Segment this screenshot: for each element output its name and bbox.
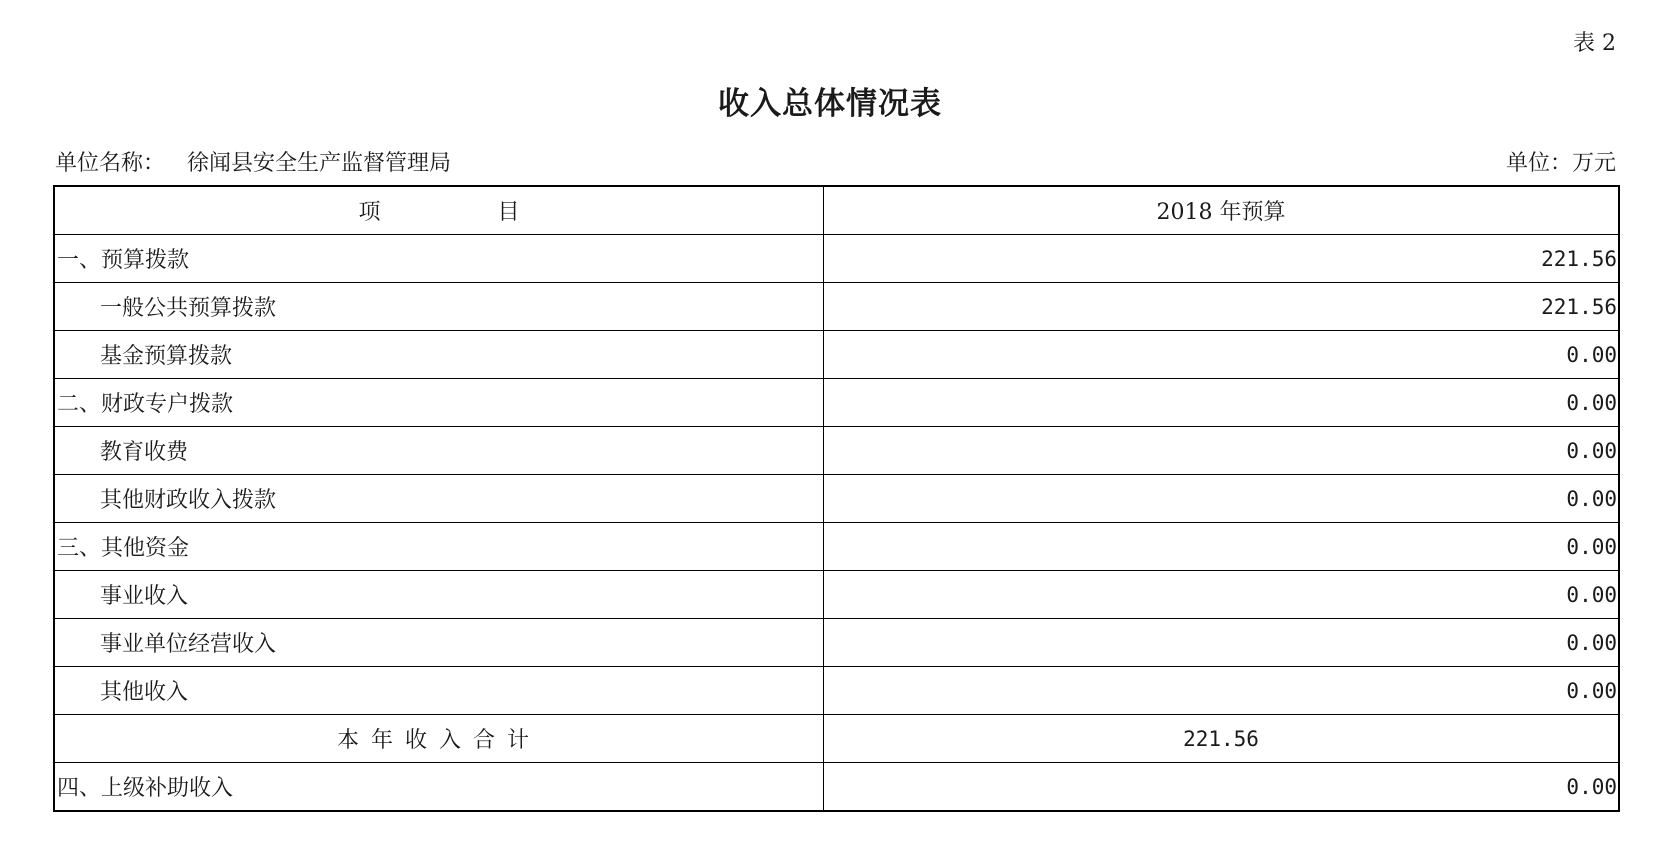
table-row [54,331,1619,379]
row-label: 二、财政专户拨款 [54,379,824,427]
meta-row [55,146,1616,177]
row-amount: 0.00 [824,427,1620,475]
table-row [54,235,1619,283]
row-amount: 221.56 [824,235,1620,283]
row-label: 事业单位经营收入 [54,619,824,667]
table-row [54,619,1619,667]
row-label: 三、其他资金 [54,523,824,571]
table-header-row [54,186,1619,235]
row-label: 一、预算拨款 [54,235,824,283]
table-row [54,667,1619,715]
total-row [54,715,1619,763]
row-amount: 0.00 [824,667,1620,715]
table-row [54,379,1619,427]
row-label: 其他收入 [54,667,824,715]
row-label: 事业收入 [54,571,824,619]
table-row [54,571,1619,619]
row-label: 教育收费 [54,427,824,475]
row-amount: 0.00 [824,619,1620,667]
total-label: 本年收入合计 [54,715,824,763]
row-amount: 0.00 [824,331,1620,379]
row-amount: 0.00 [824,571,1620,619]
row-amount: 0.00 [824,763,1620,812]
header-item: 项 目 [54,186,824,235]
unit-name-label: 单位名称： [55,151,166,176]
row-label: 其他财政收入拨款 [54,475,824,523]
unit-name: 徐闻县安全生产监督管理局 [187,151,452,176]
row-amount: 0.00 [824,523,1620,571]
row-label: 基金预算拨款 [54,331,824,379]
table-number: 表 2 [1573,31,1616,56]
document-title: 收入总体情况表 [718,86,942,122]
table-row [54,427,1619,475]
income-summary-table [53,185,1620,812]
table-row [54,523,1619,571]
row-label: 四、上级补助收入 [54,763,824,812]
table-row [54,475,1619,523]
total-amount: 221.56 [824,715,1620,763]
header-budget-2018: 2018 年预算 [824,186,1620,235]
row-amount: 0.00 [824,379,1620,427]
row-label: 一般公共预算拨款 [54,283,824,331]
row-amount: 0.00 [824,475,1620,523]
unit-info [55,146,451,177]
row-amount: 221.56 [824,283,1620,331]
table-row [54,763,1619,812]
table-body [54,235,1619,812]
currency-unit: 单位：万元 [1505,151,1616,176]
table-row [54,283,1619,331]
